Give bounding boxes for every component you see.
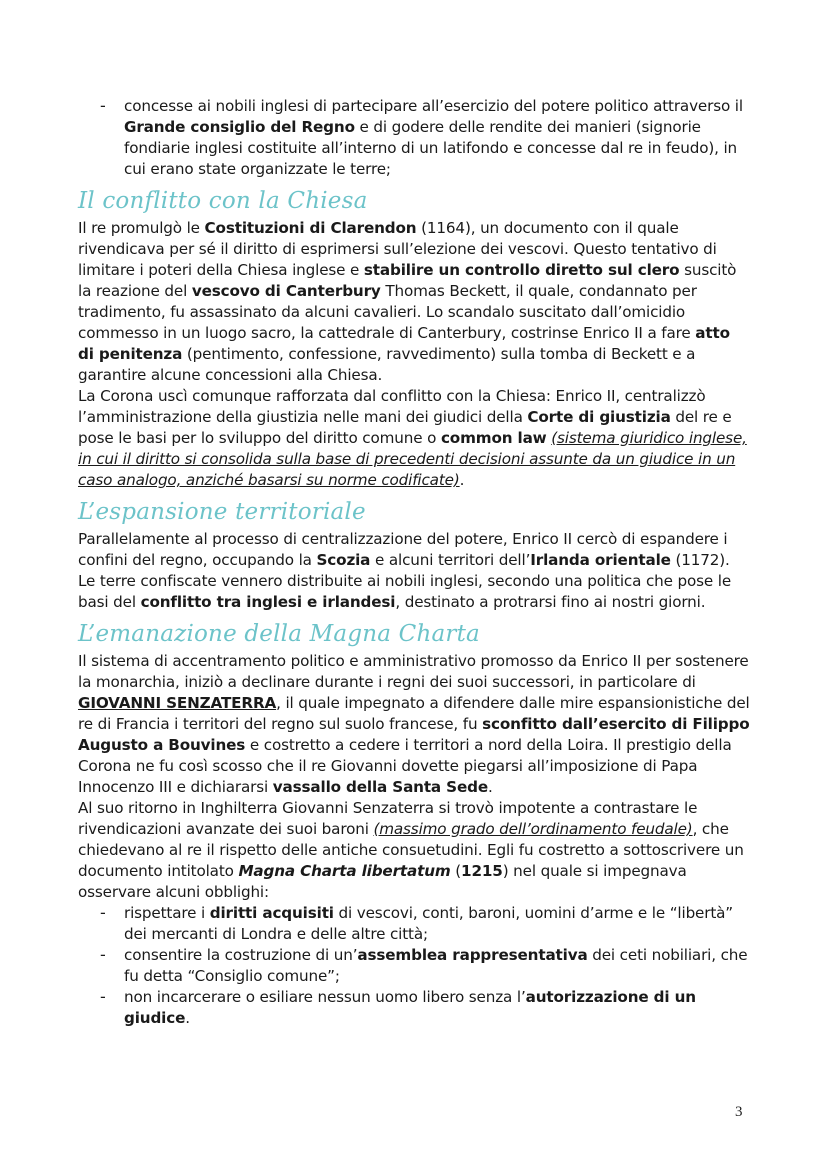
list-dash: - (100, 96, 106, 115)
list-dash: - (100, 987, 106, 1006)
list-dash: - (100, 945, 106, 964)
list-item-text: consentire la costruzione di un’assemblea rappresentativa dei ceti nobiliari, che fu detta “Consiglio comune”; (124, 946, 748, 985)
list-dash: - (100, 903, 106, 922)
page-number: 3 (735, 1104, 743, 1120)
paragraph: Al suo ritorno in Inghilterra Giovanni Senzaterra si trovò impotente a contrastare le rivendicazioni avanzate dei suoi baroni (massimo grado dell’ordinamento feudale), che chiedevano al re il rispetto delle antiche consuetudini. Egli fu costretto a sottoscrivere un documento intitolato Magna Charta libertatum (1215) nel quale si impegnava osservare alcuni obblighi: (78, 799, 744, 901)
section-heading-espansione: L’espansione territoriale (78, 499, 366, 525)
document-page (78, 96, 750, 1029)
list-item (78, 903, 750, 945)
paragraph: La Corona uscì comunque rafforzata dal conflitto con la Chiesa: Enrico II, centralizzò l’amministrazione della giustizia nelle mani dei giudici della Corte di giustizia del re e pose le basi per lo sviluppo del diritto comune o common law (sistema giuridico inglese, in cui il diritto si consolida sulla base di precedenti decisioni assunte da un giudice in un caso analogo, anziché basarsi su norme codificate). (78, 387, 747, 489)
list-item-text: concesse ai nobili inglesi di partecipare all’esercizio del potere politico attraverso il Grande consiglio del Regno e di godere delle rendite dei manieri (signorie fondiarie inglesi costituite all’interno di un latifondo e concesse dal re in feudo), in cui erano state organizzate le terre; (124, 97, 743, 178)
list-item-text: non incarcerare o esiliare nessun uomo libero senza l’autorizzazione di un giudice. (124, 988, 696, 1027)
list-item-text: rispettare i diritti acquisiti di vescovi, conti, baroni, uomini d’arme e le “libertà” dei mercanti di Londra e delle altre città; (124, 904, 734, 943)
section-heading-magna: L’emanazione della Magna Charta (78, 621, 480, 647)
list-item (78, 96, 750, 180)
list-item (78, 987, 750, 1029)
paragraph: Il re promulgò le Costituzioni di Clarendon (1164), un documento con il quale rivendicava per sé il diritto di esprimersi sull’elezione dei vescovi. Questo tentativo di limitare i poteri della Chiesa inglese e stabilire un controllo diretto sul clero suscitò la reazione del vescovo di Canterbury Thomas Beckett, il quale, condannato per tradimento, fu assassinato da alcuni cavalieri. Lo scandalo suscitato dall’omicidio commesso in un luogo sacro, la cattedrale di Canterbury, costrinse Enrico II a fare atto di penitenza (pentimento, confessione, ravvedimento) sulla tomba di Beckett e a garantire alcune concessioni alla Chiesa. (78, 219, 737, 384)
section-heading-conflitto: Il conflitto con la Chiesa (78, 188, 368, 214)
list-item (78, 945, 750, 987)
paragraph: Parallelamente al processo di centralizzazione del potere, Enrico II cercò di espandere i confini del regno, occupando la Scozia e alcuni territori dell’Irlanda orientale (1172). Le terre confiscate vennero distribuite ai nobili inglesi, secondo una politica che pose le basi del conflitto tra inglesi e irlandesi, destinato a protrarsi fino ai nostri giorni. (78, 530, 732, 611)
paragraph: Il sistema di accentramento politico e amministrativo promosso da Enrico II per sostenere la monarchia, iniziò a declinare durante i regni dei suoi successori, in particolare di GIOVANNI SENZATERRA, il quale impegnato a difendere dalle mire espansionistiche del re di Francia i territori del regno sul suolo francese, fu sconfitto dall’esercito di Filippo Augusto a Bouvines e costretto a cedere i territori a nord della Loira. Il prestigio della Corona ne fu così scosso che il re Giovanni dovette piegarsi all’imposizione di Papa Innocenzo III e dichiararsi vassallo della Santa Sede. (78, 652, 750, 796)
